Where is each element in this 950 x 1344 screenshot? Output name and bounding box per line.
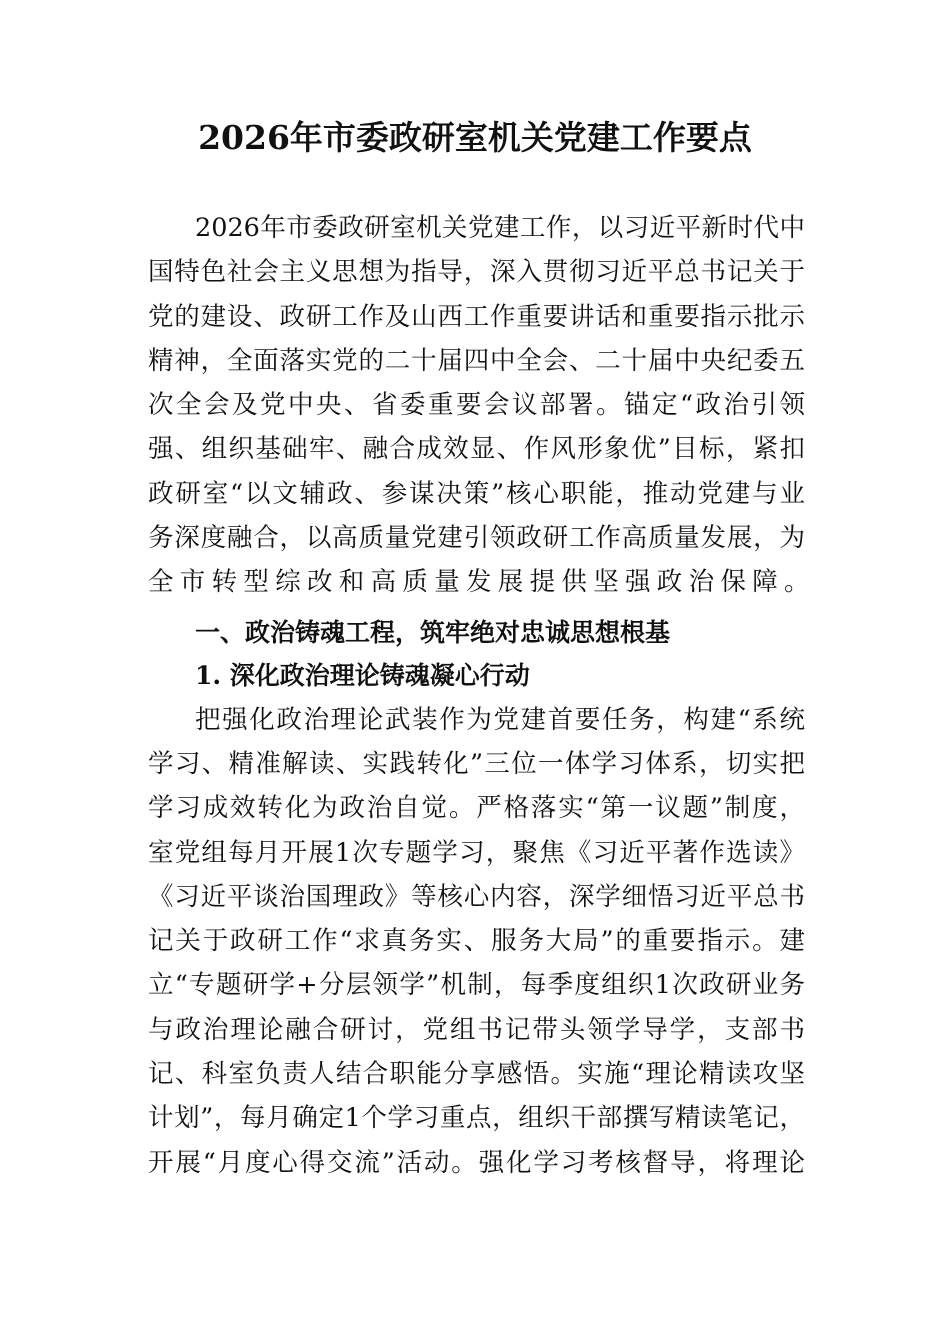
- paragraph-line: 强、组织基础牢、融合成效显、作风形象优”目标，紧扣: [148, 434, 805, 465]
- paragraph-line: 立“专题研学+分层领学”机制，每季度组织1次政研业务: [148, 970, 805, 1001]
- paragraph-line: 开展“月度心得交流”活动。强化学习考核督导，将理论: [148, 1147, 805, 1178]
- section-paragraph: [148, 698, 805, 1185]
- section-heading: 一、政治铸魂工程，筑牢绝对忠诚思想根基: [195, 617, 671, 647]
- paragraph-line: 把强化政治理论武装作为党建首要任务，构建“系统: [195, 704, 805, 735]
- intro-paragraph: [148, 206, 816, 605]
- paragraph-line: 记关于政研工作“求真务实、服务大局”的重要指示。建: [148, 926, 805, 957]
- paragraph-line: 精神，全面落实党的二十届四中全会、二十届中央纪委五: [148, 345, 805, 376]
- paragraph-line: 学习成效转化为政治自觉。严格落实“第一议题”制度，: [148, 793, 805, 824]
- subsection-heading: 1. 深化政治理论铸魂凝心行动: [195, 661, 530, 691]
- paragraph-line: 《习近平谈治国理政》等核心内容，深学细悟习近平总书: [148, 881, 805, 912]
- document-body: [148, 206, 816, 1185]
- paragraph-line: 务深度融合，以高质量党建引领政研工作高质量发展，为: [148, 523, 805, 554]
- paragraph-line: 党的建设、政研工作及山西工作重要讲话和重要指示批示: [148, 301, 805, 332]
- paragraph-line: 2026年市委政研室机关党建工作，以习近平新时代中: [195, 213, 805, 243]
- paragraph-line: 记、科室负责人结合职能分享感悟。实施“理论精读攻坚: [148, 1059, 805, 1090]
- paragraph-line: 国特色社会主义思想为指导，深入贯彻习近平总书记关于: [148, 257, 805, 288]
- paragraph-line: 全市转型综改和高质量发展提供坚强政治保障。: [148, 567, 816, 598]
- paragraph-line: 与政治理论融合研讨，党组书记带头领学导学，支部书: [148, 1014, 805, 1045]
- paragraph-line: 次全会及党中央、省委重要会议部署。锚定“政治引领: [148, 390, 805, 421]
- paragraph-line: 政研室“以文辅政、参谋决策”核心职能，推动党建与业: [148, 478, 805, 509]
- document-title: 2026年市委政研室机关党建工作要点: [198, 118, 752, 157]
- paragraph-line: 学习、精准解读、实践转化”三位一体学习体系，切实把: [148, 748, 805, 779]
- paragraph-line: 计划”，每月确定1个学习重点，组织干部撰写精读笔记，: [148, 1103, 805, 1134]
- paragraph-line: 室党组每月开展1次专题学习，聚焦《习近平著作选读》: [148, 837, 805, 868]
